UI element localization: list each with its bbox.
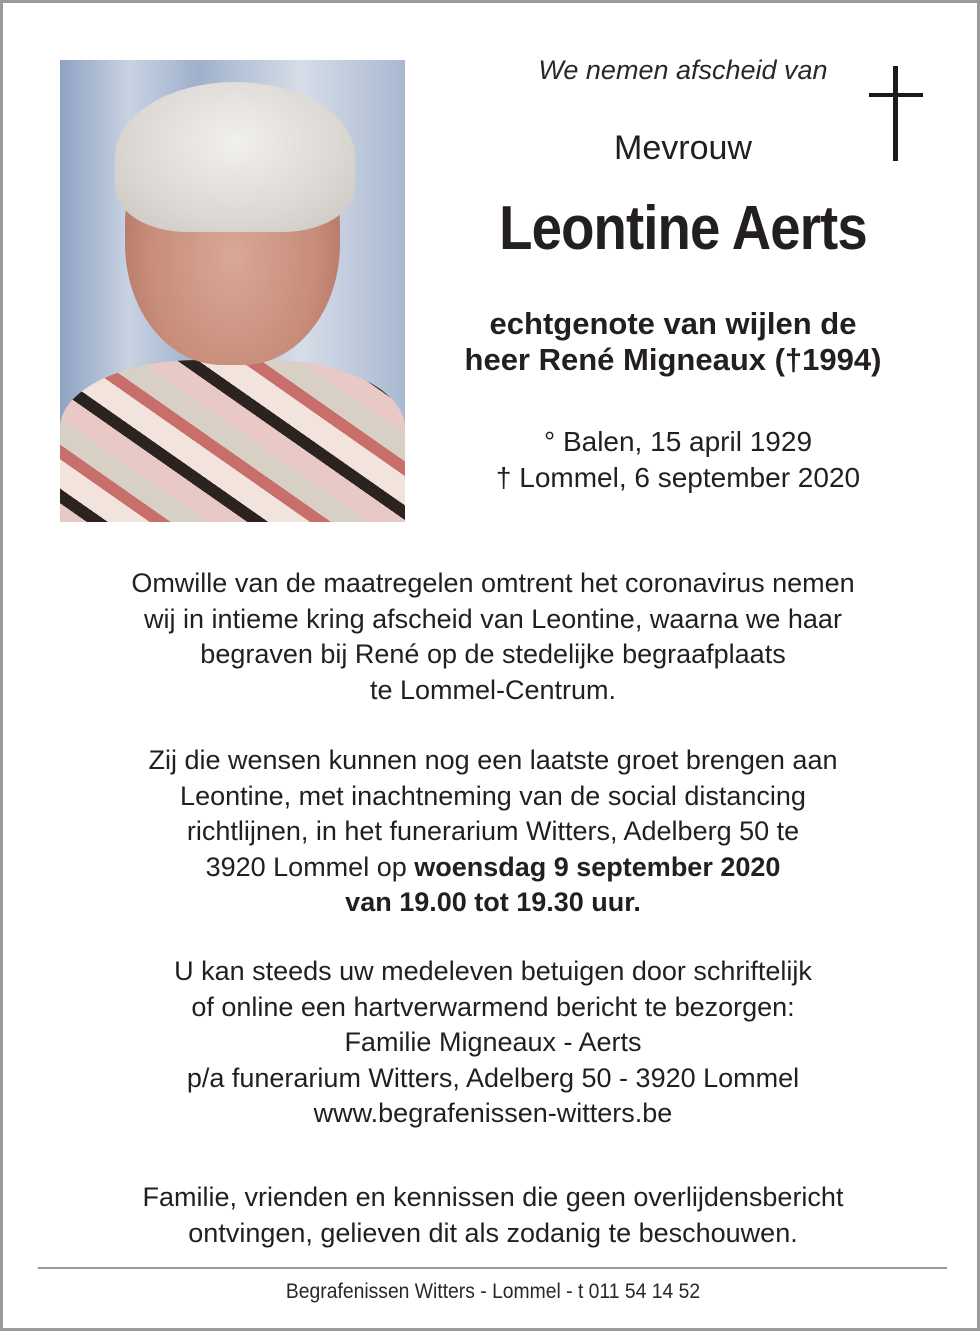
paragraph-arrangements: [3, 566, 980, 708]
family-name: Familie Migneaux - Aerts: [344, 1027, 642, 1057]
text-line: te Lommel-Centrum.: [369, 674, 617, 705]
paragraph-visitation: [3, 743, 980, 921]
deceased-name: Leontine Aerts: [499, 194, 867, 263]
text-line: [3, 885, 980, 921]
paragraph-condolences: [3, 954, 980, 1132]
photo-clothing: [60, 360, 405, 522]
text-line: wij in intieme kring afscheid van Leontine, waarna we haar: [144, 603, 842, 634]
text-line: of online een hartverwarmend bericht te bezorgen:: [191, 991, 795, 1022]
text-line: U kan steeds uw medeleven betuigen door schriftelijk: [174, 956, 812, 986]
text-line: Zij die wensen kunnen nog een laatste groet brengen aan: [148, 745, 838, 775]
spouse-line: heer René Migneaux (†1994): [464, 342, 882, 377]
intro-text: We nemen afscheid van: [538, 55, 828, 85]
text-line: richtlijnen, in het funerarium Witters, Adelberg 50 te: [186, 816, 800, 846]
visitation-time: van 19.00 tot 19.30 uur.: [345, 887, 641, 917]
footer-funeral-home: Begrafenissen Witters - Lommel - t 011 54 14 52: [285, 1280, 701, 1303]
text-line: Omwille van de maatregelen omtrent het coronavirus nemen: [131, 568, 855, 598]
death-date: † Lommel, 6 september 2020: [495, 462, 861, 493]
address: p/a funerarium Witters, Adelberg 50 - 3920 Lommel: [186, 1062, 800, 1093]
text-line: Leontine, met inachtneming van de social distancing: [180, 780, 806, 811]
dates: [413, 424, 943, 496]
text-line: begraven bij René op de stedelijke begraafplaats: [200, 639, 786, 669]
text-line: ontvingen, gelieven dit als zodanig te beschouwen.: [188, 1217, 798, 1248]
text-segment: 3920 Lommel op: [205, 851, 415, 882]
divider: [38, 1267, 947, 1269]
photo-hair: [115, 82, 355, 232]
honorific: Mevrouw: [614, 129, 752, 167]
paragraph-closing: [3, 1180, 980, 1251]
visitation-date: woensdag 9 september 2020: [414, 851, 781, 882]
birth-date: ° Balen, 15 april 1929: [543, 426, 813, 457]
spouse-line: echtgenote van wijlen de: [489, 306, 857, 341]
text-line: Familie, vrienden en kennissen die geen overlijdensbericht: [142, 1182, 844, 1212]
spouse-info: [413, 306, 933, 378]
text-line: [3, 850, 980, 886]
website-link[interactable]: www.begrafenissen-witters.be: [313, 1098, 673, 1128]
portrait-photo: [60, 60, 405, 522]
